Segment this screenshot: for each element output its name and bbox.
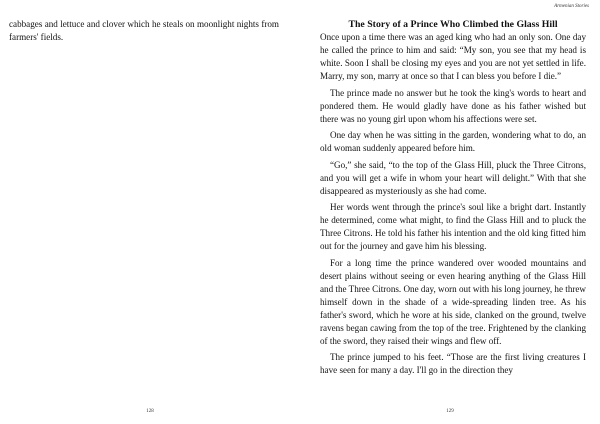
left-text-block <box>9 18 279 48</box>
right-text-block <box>320 18 586 381</box>
paragraph: Her words went through the prince's soul like a bright dart. Instantly he determined, come what might, to find the Glass Hill and to pluck the Three Citrons. He told his father his intention and the old king fitted him out for the journey and gave him his blessing. <box>320 202 586 251</box>
paragraph: The prince made no answer but he took the king's words to heart and pondered them. He would gladly have done as his father wished but there was no young girl upon whom his affections were set. <box>320 87 586 124</box>
running-head: Armenian Stories <box>554 4 589 9</box>
paragraph: “Go,” she said, “to the top of the Glass Hill, pluck the Three Citrons, and you will get a wife in whom your heart will delight.” With that she disappeared as mysteriously as she had come. <box>320 159 586 196</box>
page-number: 129 <box>446 409 454 414</box>
paragraph: Once upon a time there was an aged king who had an only son. One day he called the prince to him and said: “My son, you see that my head is white. Soon I shall be closing my eyes and you are not yet settled in life. Marry, my son, marry at once so that I can bless you before I die.” <box>320 32 586 81</box>
paragraph: The prince jumped to his feet. “Those are the first living creatures I have seen for many a day. I'll go in the direction they <box>320 352 586 375</box>
paragraph: cabbages and lettuce and clover which he steals on moonlight nights from farmers' fields. <box>9 19 279 42</box>
paragraph: One day when he was sitting in the garden, wondering what to do, an old woman suddenly appeared before him. <box>320 130 586 153</box>
page-number: 128 <box>146 409 154 414</box>
story-title: The Story of a Prince Who Climbed the Glass Hill <box>348 19 558 30</box>
right-page <box>300 0 600 424</box>
paragraph: For a long time the prince wandered over wooded mountains and desert plains without seeing or even hearing anything of the Glass Hill and the Three Citrons. One day, worn out with his long journey, he threw himself down in the shade of a wide-spreading linden tree. As his father's sword, which he wore at his side, clanked on the ground, twelve ravens began cawing from the top of the tree. Frightened by the clanking of the sword, they raised their wings and flew off. <box>320 257 586 346</box>
